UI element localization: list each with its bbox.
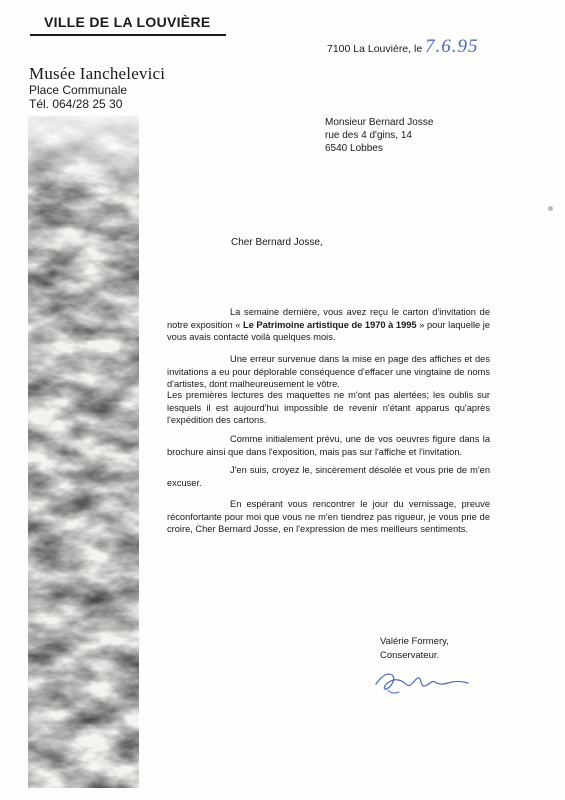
paragraph-1-end: » pour laquelle je vous avais contacté voilà quelques mois. [167, 319, 491, 343]
handwritten-signature [372, 660, 472, 696]
recipient-street: rue des 4 d'gins, 14 [325, 130, 412, 141]
paragraph-1 [167, 306, 490, 344]
punch-hole-mark [548, 206, 553, 211]
paragraph-5: J'en suis, croyez le, sincèrement désolée et vous prie de m'en excuser. [167, 465, 490, 488]
recipient-name: Monsieur Bernard Josse [325, 117, 434, 128]
handwritten-date: 7.6.95 [425, 36, 479, 57]
paragraph-2: Une erreur survenue dans la mise en page des affiches et des invitations a eu pour déplorable conséquence d'effacer une vingtaine de noms d'artistes, dont malheureusement le vôtre. [167, 354, 490, 390]
date-place: 7100 La Louvière, le [327, 43, 423, 55]
signatory-title: Conservateur. [380, 650, 440, 661]
museum-street: Place Communale [29, 83, 128, 97]
exhibition-title: Le Patrimoine artistique de 1970 à 1995 [242, 319, 417, 330]
signatory-name: Valérie Formery, [380, 636, 449, 647]
salutation: Cher Bernard Josse, [231, 237, 323, 248]
header-rule [30, 34, 226, 36]
paragraph-6: En espérant vous rencontrer le jour du vernissage, preuve réconfortante pour moi que vous ne m'en tiendrez pas rigueur, je vous prie de croire, Cher Bernard Josse, en l'expression de mes meilleurs sentiments. [167, 499, 490, 535]
museum-name: Musée Ianchelevici [29, 64, 166, 83]
decorative-marble-strip [28, 116, 139, 788]
paragraph-3: Les premières lectures des maquettes ne m'ont pas alertées; les oublis sur lesquels il est aujourd'hui impossible de revenir n'étant apparus qu'après l'expédition des cartons. [167, 390, 490, 426]
city-header: VILLE DE LA LOUVIÈRE [44, 14, 211, 30]
museum-phone: Tél. 064/28 25 30 [29, 97, 123, 111]
paragraph-1-start: La semaine dernière, vous avez reçu le carton d'invitation de notre exposition « [167, 307, 490, 330]
paragraph-4: Comme initialement prévu, une de vos oeuvres figure dans la brochure ainsi que dans l'exposition, mais pas sur l'affiche et l'invitation. [167, 434, 490, 457]
recipient-city: 6540 Lobbes [325, 143, 383, 154]
